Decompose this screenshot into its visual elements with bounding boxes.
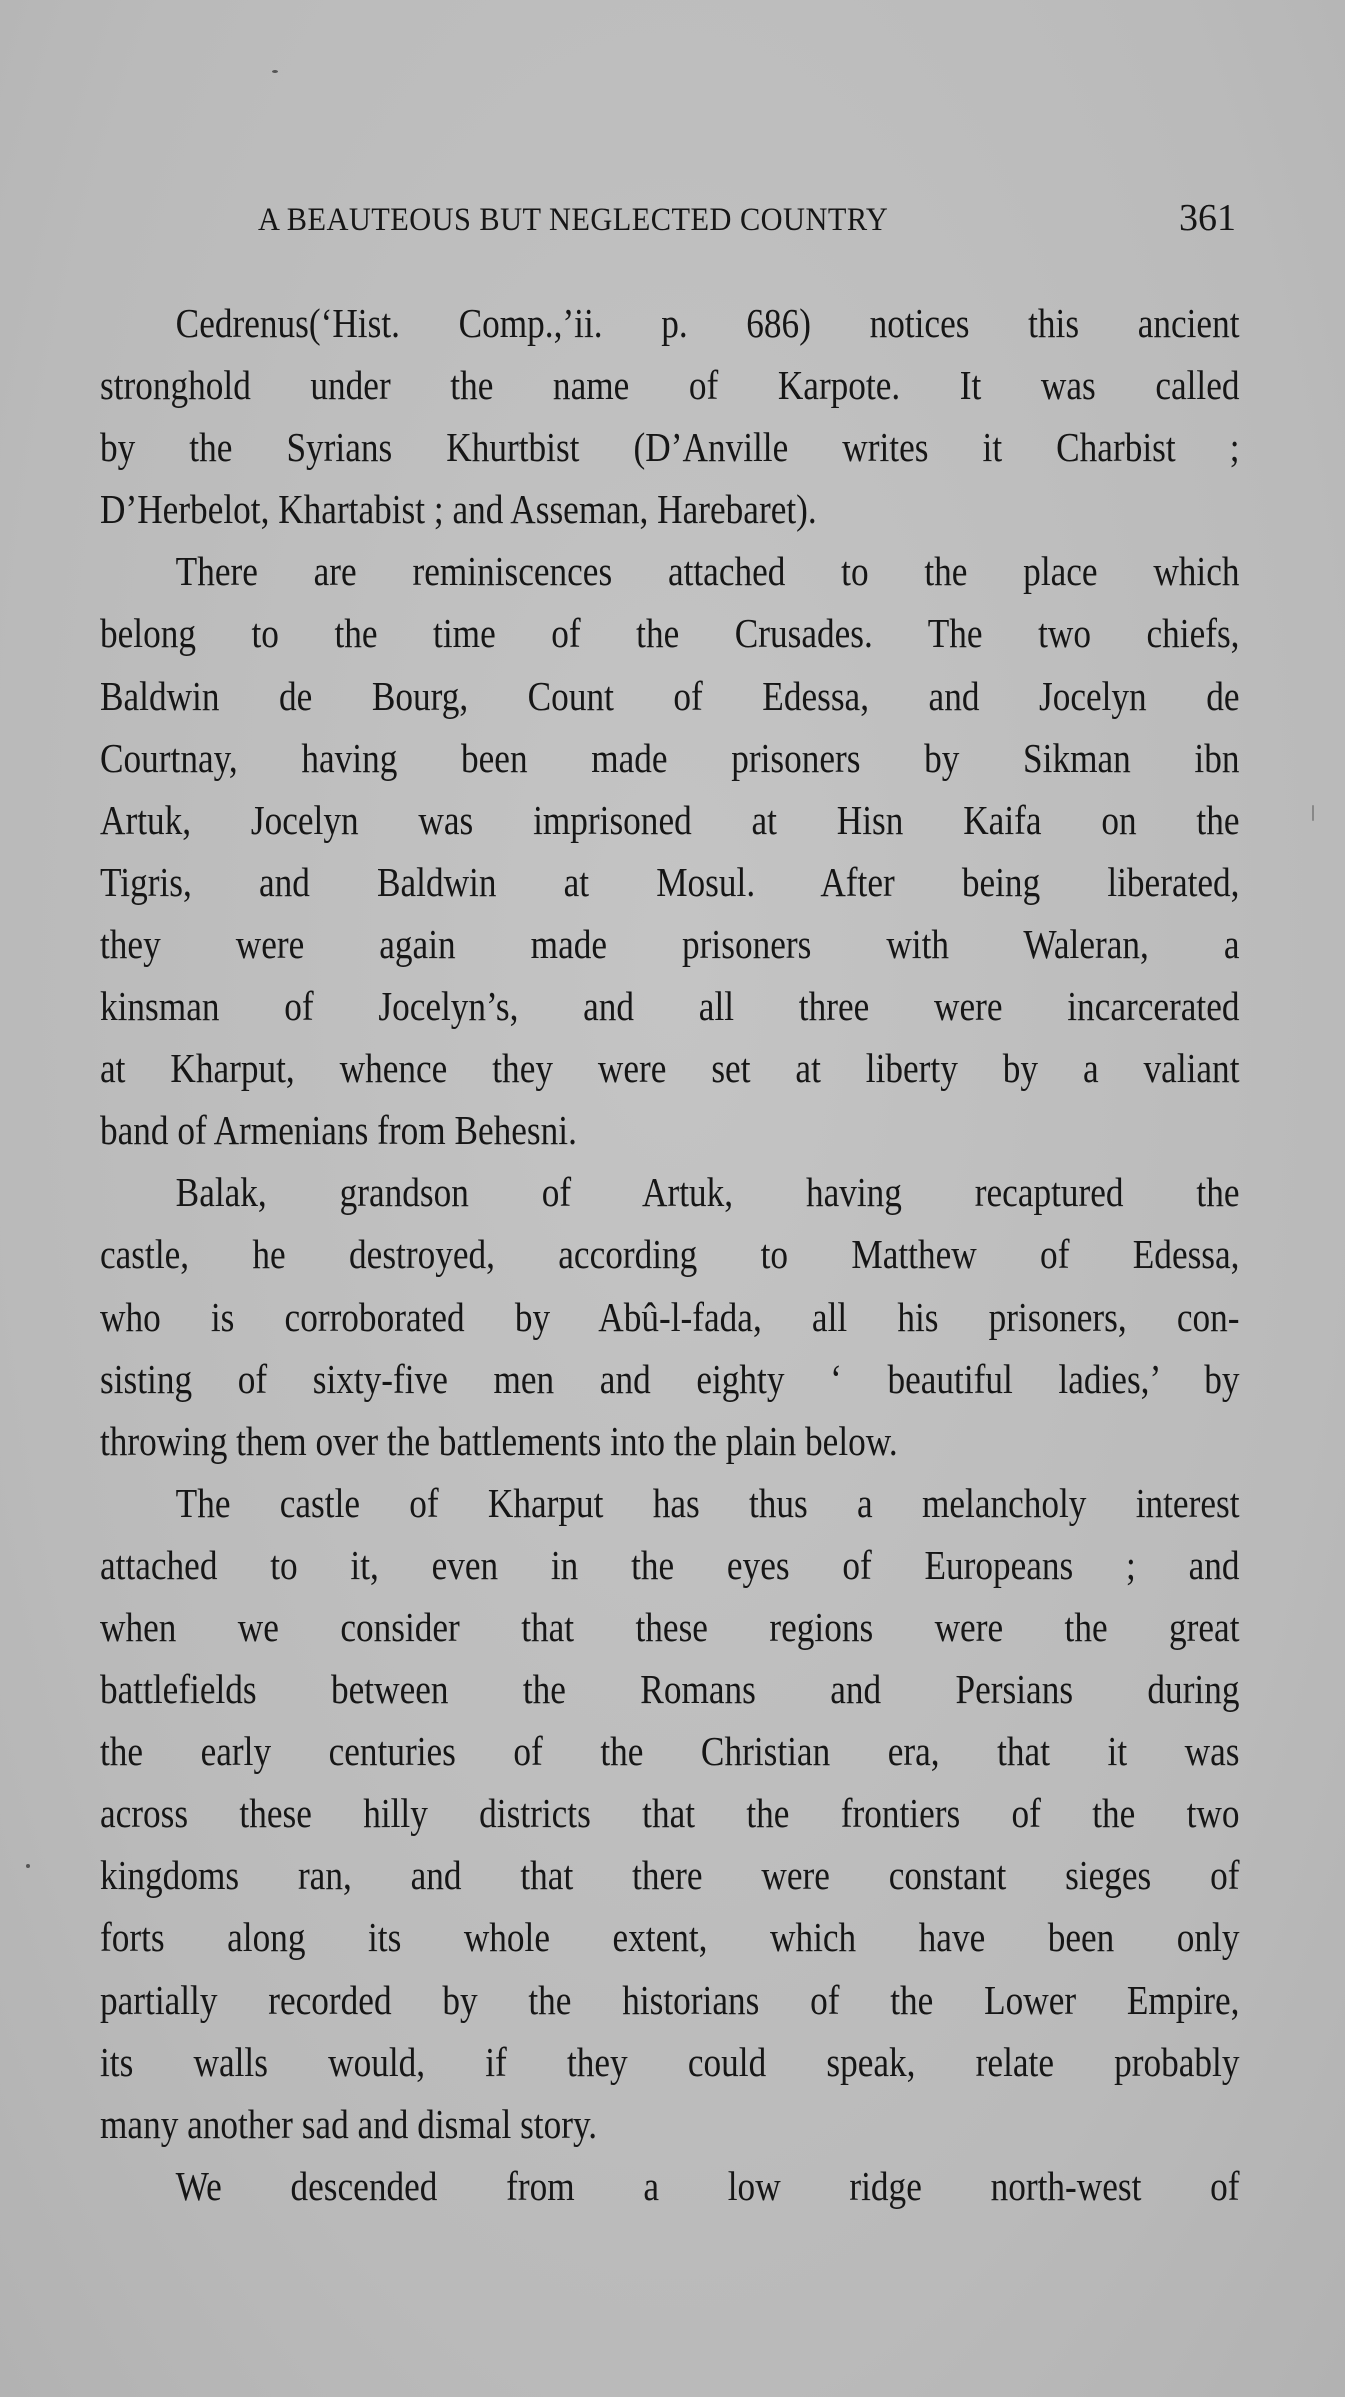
- text-line: its walls would, if they could speak, relate probably: [100, 2038, 1240, 2085]
- text-line: by the Syrians Khurtbist (D’Anville writes it Charbist ;: [100, 424, 1240, 471]
- text-line: kinsman of Jocelyn’s, and all three were incarcerated: [100, 983, 1240, 1030]
- running-head: [258, 196, 1236, 252]
- text-line: There are reminiscences attached to the place which: [175, 548, 1240, 595]
- text-line: battlefields between the Romans and Persians during: [100, 1666, 1240, 1713]
- paper-speck: [272, 70, 278, 73]
- text-line: The castle of Kharput has thus a melancholy interest: [175, 1479, 1240, 1526]
- page-number: 361: [1179, 197, 1236, 239]
- running-head-title: A BEAUTEOUS BUT NEGLECTED COUNTRY: [258, 202, 889, 238]
- body-text: [100, 292, 1240, 2217]
- text-line: many another sad and dismal story.: [100, 2100, 598, 2147]
- text-line: Artuk, Jocelyn was imprisoned at Hisn Kaifa on the: [100, 796, 1240, 843]
- text-line: across these hilly districts that the frontiers of the two: [100, 1790, 1240, 1837]
- text-line: We descended from a low ridge north-west of: [175, 2162, 1240, 2209]
- paper-speck: [26, 1864, 30, 1868]
- text-line: castle, he destroyed, according to Matthew of Edessa,: [100, 1231, 1240, 1278]
- text-line: they were again made prisoners with Waleran, a: [100, 920, 1240, 967]
- text-line: belong to the time of the Crusades. The two chiefs,: [100, 610, 1240, 657]
- paper-speck: [1312, 805, 1314, 821]
- text-line: Baldwin de Bourg, Count of Edessa, and Jocelyn de: [100, 672, 1240, 719]
- text-line: Tigris, and Baldwin at Mosul. After being liberated,: [100, 858, 1240, 905]
- text-line: Courtnay, having been made prisoners by Sikman ibn: [100, 734, 1240, 781]
- text-line: stronghold under the name of Karpote. It was called: [100, 362, 1240, 409]
- text-line: the early centuries of the Christian era, that it was: [100, 1728, 1240, 1775]
- text-line: at Kharput, whence they were set at liberty by a valiant: [100, 1045, 1240, 1092]
- text-line: Balak, grandson of Artuk, having recaptured the: [175, 1169, 1240, 1216]
- text-line: throwing them over the battlements into the plain below.: [100, 1417, 898, 1464]
- text-line: when we consider that these regions were the great: [100, 1603, 1240, 1650]
- text-line: who is corroborated by Abû-l-fada, all his prisoners, con-: [100, 1293, 1240, 1340]
- text-line: kingdoms ran, and that there were constant sieges of: [100, 1852, 1240, 1899]
- text-line: Cedrenus(‘Hist. Comp.,’ii. p. 686) notices this ancient: [175, 300, 1240, 346]
- text-line: partially recorded by the historians of the Lower Empire,: [100, 1976, 1240, 2023]
- text-line: forts along its whole extent, which have been only: [100, 1914, 1240, 1961]
- text-line: sisting of sixty-five men and eighty ‘ beautiful ladies,’ by: [100, 1355, 1240, 1402]
- text-line: band of Armenians from Behesni.: [100, 1107, 577, 1154]
- text-line: attached to it, even in the eyes of Europeans ; and: [100, 1541, 1240, 1588]
- text-line: D’Herbelot, Khartabist ; and Asseman, Harebaret).: [100, 486, 817, 533]
